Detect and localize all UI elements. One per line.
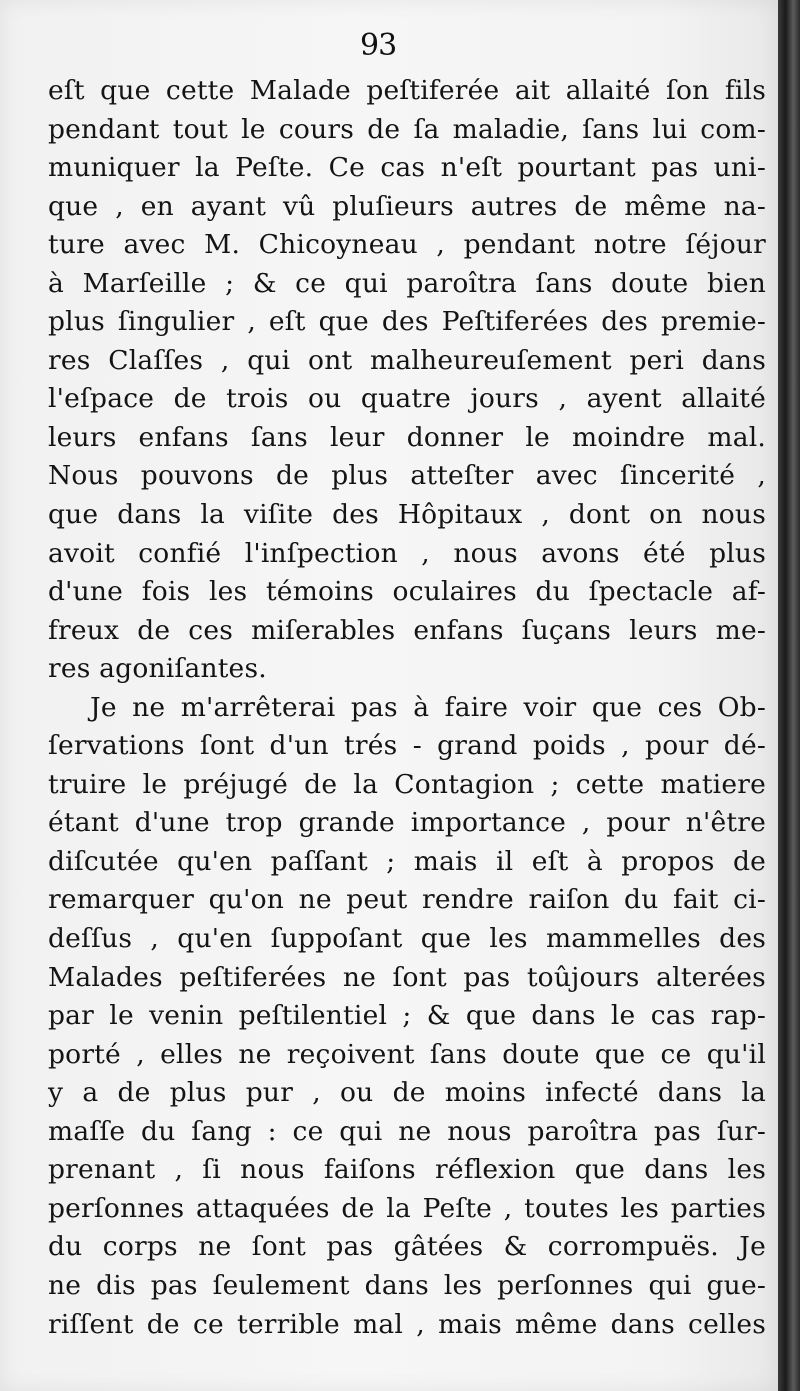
text-line: Malades peſtiferées ne ſont pas toûjours alterées — [48, 961, 766, 993]
text-line: res agoniſantes. — [48, 653, 267, 685]
text-line: plus ſingulier , eſt que des Peſtiferées des premie- — [48, 306, 766, 338]
text-line: pendant tout le cours de ſa maladie, ſans lui com- — [48, 113, 766, 145]
text-line: leurs enfans ſans leur donner le moindre mal. — [48, 421, 766, 453]
text-line: porté , elles ne reçoivent ſans doute que ce qu'il — [48, 1038, 766, 1070]
text-line: freux de ces miſerables enfans ſuçans leurs me- — [48, 614, 766, 646]
page-number: 93 — [360, 28, 397, 63]
text-line: à Marſeille ; & ce qui paroîtra ſans doute bien — [48, 267, 766, 299]
text-line: ſervations ſont d'un trés - grand poids , pour dé- — [48, 730, 766, 762]
text-line: Je ne m'arrêterai pas à faire voir que ces Ob- — [90, 691, 766, 723]
text-line: y a de plus pur , ou de moins infecté dans la — [48, 1077, 766, 1109]
text-line: prenant , ſi nous faiſons réflexion que dans les — [48, 1154, 766, 1186]
text-line: maſſe du ſang : ce qui ne nous paroîtra pas ſur- — [48, 1115, 766, 1147]
text-line: que , en ayant vû pluſieurs autres de même na- — [48, 190, 766, 222]
text-line: étant d'une trop grande importance , pour n'être — [48, 807, 766, 839]
text-line: perſonnes attaquées de la Peſte , toutes les parties — [48, 1192, 766, 1224]
text-line: l'eſpace de trois ou quatre jours , ayent allaité — [48, 383, 766, 415]
text-line: res Claſſes , qui ont malheureuſement peri dans — [48, 344, 766, 376]
text-line: diſcutée qu'en paſſant ; mais il eſt à propos de — [48, 845, 766, 877]
text-line: ne dis pas ſeulement dans les perſonnes qui gue- — [48, 1269, 766, 1301]
text-line: avoit confié l'inſpection , nous avons été plus — [48, 537, 766, 569]
text-line: que dans la viſite des Hôpitaux , dont on nous — [48, 499, 766, 531]
body-text — [48, 72, 766, 1344]
text-line: deſſus , qu'en ſuppoſant que les mammelles des — [48, 923, 766, 955]
book-spine-edge — [778, 0, 800, 1391]
text-line: Nous pouvons de plus atteſter avec ſincerité , — [48, 460, 766, 492]
text-line: muniquer la Peſte. Ce cas n'eſt pourtant pas uni- — [48, 152, 766, 184]
text-line: riſſent de ce terrible mal , mais même dans celles — [48, 1308, 766, 1340]
text-line: remarquer qu'on ne peut rendre raiſon du fait ci- — [48, 884, 766, 916]
text-line: eſt que cette Malade peſtiferée ait allaité ſon fils — [48, 75, 766, 106]
text-line: par le venin peſtilentiel ; & que dans le cas rap- — [48, 1000, 766, 1032]
text-line: d'une fois les témoins oculaires du ſpectacle af- — [48, 576, 766, 608]
text-line: truire le préjugé de la Contagion ; cette matiere — [48, 768, 766, 800]
text-line: ture avec M. Chicoyneau , pendant notre ſéjour — [48, 229, 766, 261]
paragraph — [48, 689, 766, 1344]
paragraph — [48, 72, 766, 689]
text-line: du corps ne ſont pas gâtées & corrompuës. Je — [48, 1231, 766, 1263]
